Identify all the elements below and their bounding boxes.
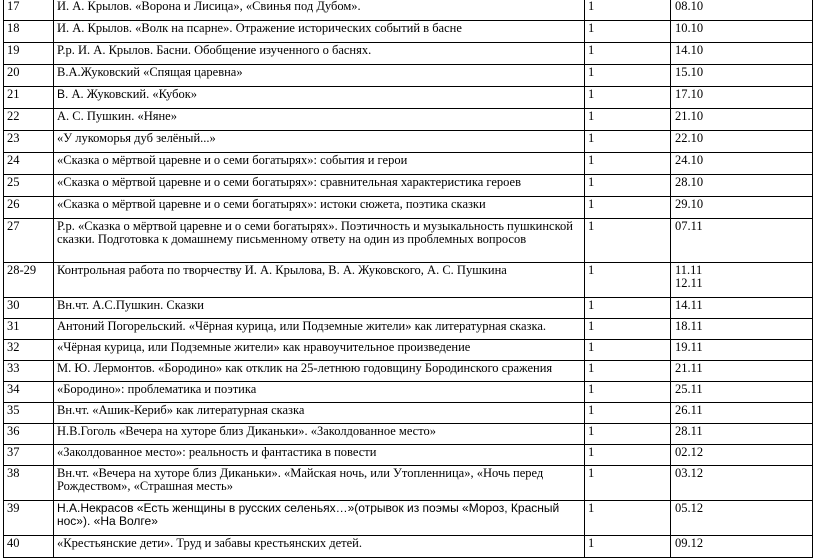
table-row xyxy=(4,263,813,298)
table-row xyxy=(4,43,813,65)
lesson-date: 08.10 xyxy=(671,0,813,21)
lesson-hours: 1 xyxy=(585,175,671,197)
lesson-number: 20 xyxy=(4,65,54,87)
lesson-hours: 1 xyxy=(585,361,671,382)
lesson-date: 10.10 xyxy=(671,21,813,43)
lesson-date-second: 12.11 xyxy=(675,276,703,290)
lesson-date: 26.11 xyxy=(671,403,813,424)
lesson-hours: 1 xyxy=(585,87,671,109)
lesson-date: 18.11 xyxy=(671,319,813,340)
lesson-number: 26 xyxy=(4,197,54,219)
table-row xyxy=(4,536,813,558)
lesson-topic: Н.А.Некрасов «Есть женщины в русских селеньях…»(отрывок из поэмы «Мороз, Красный нос»). «На Волге» xyxy=(54,501,585,536)
table-row xyxy=(4,340,813,361)
lesson-number: 35 xyxy=(4,403,54,424)
lesson-plan-table xyxy=(3,0,813,558)
lesson-date: 21.10 xyxy=(671,109,813,131)
table-row xyxy=(4,197,813,219)
table-row xyxy=(4,298,813,319)
table-row xyxy=(4,319,813,340)
lesson-topic: «У лукоморья дуб зелёный...» xyxy=(54,131,585,153)
lesson-number: 37 xyxy=(4,445,54,466)
lesson-date: 28.11 xyxy=(671,424,813,445)
lesson-topic: И. А. Крылов. «Волк на псарне». Отражение исторических событий в басне xyxy=(54,21,585,43)
lesson-hours: 1 xyxy=(585,65,671,87)
lesson-hours: 1 xyxy=(585,263,671,298)
lesson-hours: 1 xyxy=(585,424,671,445)
table-row xyxy=(4,466,813,501)
lesson-topic: «Крестьянские дети». Труд и забавы крестьянских детей. xyxy=(54,536,585,558)
lesson-number: 36 xyxy=(4,424,54,445)
lesson-topic: «Сказка о мёртвой царевне и о семи богатырях»: сравнительная характеристика героев xyxy=(54,175,585,197)
lesson-topic xyxy=(54,87,585,109)
lesson-hours: 1 xyxy=(585,466,671,501)
lesson-hours: 1 xyxy=(585,131,671,153)
lesson-date: 17.10 xyxy=(671,87,813,109)
lesson-date: 24.10 xyxy=(671,153,813,175)
table-row xyxy=(4,445,813,466)
table-row xyxy=(4,21,813,43)
lesson-topic: Р.р. И. А. Крылов. Басни. Обобщение изученного о баснях. xyxy=(54,43,585,65)
table-row xyxy=(4,403,813,424)
table-row xyxy=(4,0,813,21)
lesson-topic: Контрольная работа по творчеству И. А. Крылова, В. А. Жуковского, А. С. Пушкина xyxy=(54,263,585,298)
lesson-hours: 1 xyxy=(585,298,671,319)
table-row xyxy=(4,219,813,263)
lesson-number: 24 xyxy=(4,153,54,175)
table-row xyxy=(4,153,813,175)
lesson-number: 22 xyxy=(4,109,54,131)
lesson-hours: 1 xyxy=(585,21,671,43)
lesson-topic: Н.В.Гоголь «Вечера на хуторе близ Диканьки». «Заколдованное место» xyxy=(54,424,585,445)
lesson-number: 34 xyxy=(4,382,54,403)
lesson-date: 07.11 xyxy=(671,219,813,263)
lesson-number: 31 xyxy=(4,319,54,340)
lesson-hours: 1 xyxy=(585,153,671,175)
lesson-number: 27 xyxy=(4,219,54,263)
lesson-hours: 1 xyxy=(585,0,671,21)
lesson-date: 05.12 xyxy=(671,501,813,536)
lesson-number: 25 xyxy=(4,175,54,197)
lesson-hours: 1 xyxy=(585,197,671,219)
lesson-date: 15.10 xyxy=(671,65,813,87)
lesson-number: 21 xyxy=(4,87,54,109)
lesson-topic: «Сказка о мёртвой царевне и о семи богатырях»: события и герои xyxy=(54,153,585,175)
table-row xyxy=(4,501,813,536)
lesson-number: 17 xyxy=(4,0,54,21)
lesson-hours: 1 xyxy=(585,319,671,340)
lesson-date: 02.12 xyxy=(671,445,813,466)
lesson-date: 29.10 xyxy=(671,197,813,219)
lesson-topic: «Сказка о мёртвой царевне и о семи богатырях»: истоки сюжета, поэтика сказки xyxy=(54,197,585,219)
lesson-topic: «Бородино»: проблематика и поэтика xyxy=(54,382,585,403)
lesson-dates xyxy=(671,263,813,298)
lesson-hours: 1 xyxy=(585,445,671,466)
lesson-date: 25.11 xyxy=(671,382,813,403)
lesson-hours: 1 xyxy=(585,43,671,65)
table-row xyxy=(4,382,813,403)
lesson-topic-text: А. Жуковский. «Кубок» xyxy=(68,87,198,101)
lesson-topic: М. Ю. Лермонтов. «Бородино» как отклик на 25-летнюю годовщину Бородинского сражения xyxy=(54,361,585,382)
lesson-hours: 1 xyxy=(585,536,671,558)
lesson-hours: 1 xyxy=(585,403,671,424)
lesson-number: 19 xyxy=(4,43,54,65)
lesson-topic: Вн.чт. А.С.Пушкин. Сказки xyxy=(54,298,585,319)
lesson-number: 30 xyxy=(4,298,54,319)
lesson-date: 14.10 xyxy=(671,43,813,65)
table-row xyxy=(4,65,813,87)
lesson-number: 33 xyxy=(4,361,54,382)
lesson-topic: Вн.чт. «Вечера на хуторе близ Диканьки». «Майская ночь, или Утопленница», «Ночь перед Рождеством», «Страшная месть» xyxy=(54,466,585,501)
lesson-date: 03.12 xyxy=(671,466,813,501)
lesson-topic: Антоний Погорельский. «Чёрная курица, или Подземные жители» как литературная сказка. xyxy=(54,319,585,340)
table-row xyxy=(4,87,813,109)
table-row xyxy=(4,175,813,197)
lesson-number: 18 xyxy=(4,21,54,43)
lesson-number: 32 xyxy=(4,340,54,361)
lesson-number: 40 xyxy=(4,536,54,558)
lesson-number: 28-29 xyxy=(4,263,54,298)
lesson-topic: «Заколдованное место»: реальность и фантастика в повести xyxy=(54,445,585,466)
lesson-date: 09.12 xyxy=(671,536,813,558)
table-row xyxy=(4,424,813,445)
lesson-date: 28.10 xyxy=(671,175,813,197)
lesson-date: 19.11 xyxy=(671,340,813,361)
lesson-date: 21.11 xyxy=(671,361,813,382)
lesson-topic: И. А. Крылов. «Ворона и Лисица», «Свинья под Дубом». xyxy=(54,0,585,21)
lesson-date: 22.10 xyxy=(671,131,813,153)
lesson-topic: Р.р. «Сказка о мёртвой царевне и о семи богатырях». Поэтичность и музыкальность пушкинской сказки. Подготовка к домашнему письменному ответу на один из проблемных вопросов xyxy=(54,219,585,263)
lesson-topic-prefix: В. xyxy=(57,87,69,101)
table-row xyxy=(4,361,813,382)
lesson-number: 39 xyxy=(4,501,54,536)
lesson-hours: 1 xyxy=(585,382,671,403)
lesson-topic: «Чёрная курица, или Подземные жители» как нравоучительное произведение xyxy=(54,340,585,361)
lesson-topic: В.А.Жуковский «Спящая царевна» xyxy=(54,65,585,87)
lesson-hours: 1 xyxy=(585,109,671,131)
table-row xyxy=(4,109,813,131)
lesson-number: 38 xyxy=(4,466,54,501)
table-row xyxy=(4,131,813,153)
lesson-hours: 1 xyxy=(585,219,671,263)
lesson-hours: 1 xyxy=(585,340,671,361)
lesson-hours: 1 xyxy=(585,501,671,536)
lesson-topic: А. С. Пушкин. «Няне» xyxy=(54,109,585,131)
lesson-topic: Вн.чт. «Ашик-Кериб» как литературная сказка xyxy=(54,403,585,424)
lesson-date: 11.11 xyxy=(675,263,703,277)
lesson-date: 14.11 xyxy=(671,298,813,319)
lesson-number: 23 xyxy=(4,131,54,153)
